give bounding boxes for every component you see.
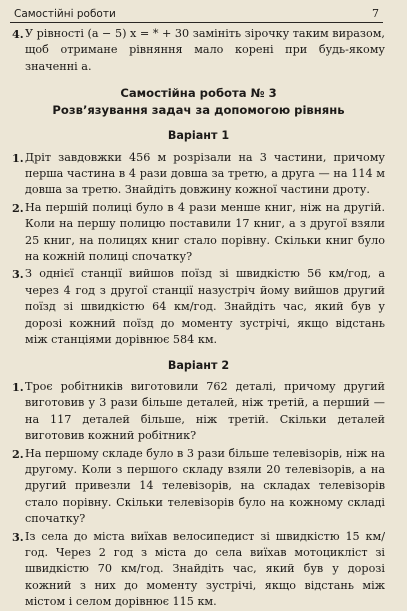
task-number: 4. — [12, 27, 24, 41]
task-item — [12, 150, 385, 199]
task-text: Із села до міста виїхав велосипедист зі швидкістю 15 км/год. Через 2 год з міста до села виїхав мотоцикліст зі швидкістю 70 км/год. Знайдіть час, який був у дорозі кожний з них до моменту зустрічі, якщо відстань між містом і селом дорівнює 115 км. — [25, 529, 385, 609]
page-number: 7 — [372, 7, 379, 20]
running-header — [10, 7, 383, 23]
task-text: На першому складе було в 3 рази більше телевізорів, ніж на другому. Коли з першого складу взяли 20 телевізорів, а на другий привезли 14 телевізорів, на складах телевізорів стало порівну. Скільки телевізорів було на кожному складі спочатку? — [25, 446, 385, 526]
task-number: 1. — [12, 379, 24, 394]
work-title: Самостійна робота № 3 — [120, 86, 277, 101]
task-number: 3. — [12, 267, 24, 282]
task-text: Троє робітників виготовили 762 деталі, причому другий виготовив у 3 рази більше деталей, ніж третій, а перший — на 117 деталей більше, ніж третій. Скільки деталей виготовив кожний робітник? — [25, 379, 385, 443]
task-item — [12, 26, 385, 75]
variant-1-title: Варіант 1 — [167, 129, 230, 143]
section-title: Самостійні роботи — [14, 8, 116, 20]
task-number: 3. — [12, 529, 24, 544]
variant-2-title: Варіант 2 — [167, 358, 230, 372]
task-number: 1. — [12, 150, 24, 165]
task-number: 2. — [12, 446, 24, 461]
task-item — [12, 529, 385, 611]
page-body — [12, 26, 385, 611]
task-item — [12, 266, 385, 348]
task-item — [12, 200, 385, 266]
task-text: З однієї станції вийшов поїзд зі швидкістю 56 км/год, а через 4 год з другої станції назустріч йому вийшов другий поїзд зі швидкістю 64 км/год. Знайдіть час, який був у дорозі кожний поїзд до моменту зустрічі, якщо відстань між станціями дорівнює 584 км. — [25, 267, 385, 347]
task-text: На першій полиці було в 4 рази менше книг, ніж на другій. Коли на першу полицю поставили 17 книг, а з другої взяли 25 книг, на полицях книг стало порівну. Скільки книг було на кожній полиці спочатку? — [25, 200, 385, 264]
task-item — [12, 446, 385, 528]
task-number: 2. — [12, 200, 24, 215]
work-subtitle: Розв’язування задач за допомогою рівнянь — [52, 103, 345, 118]
task-text: У рівності (a − 5) x = * + 30 замініть зірочку таким виразом, щоб отримане рівняння мало корені при будь-якому значенні a. — [25, 27, 385, 73]
task-text: Дріт завдовжки 456 м розрізали на 3 частини, причому перша частина в 4 рази довша за третю, а друга — на 114 м довша за третю. Знайдіть довжину кожної частини дроту. — [25, 150, 385, 197]
task-item — [12, 379, 385, 445]
